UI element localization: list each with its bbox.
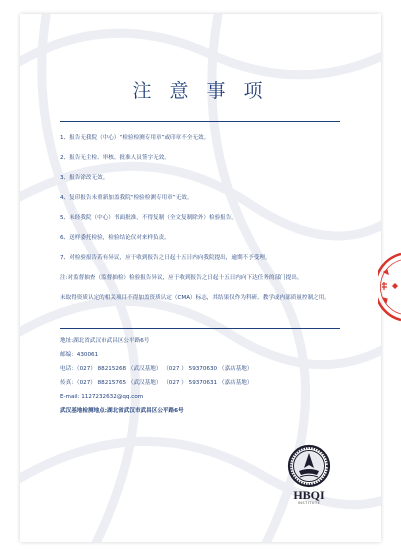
institute-logo bbox=[285, 444, 333, 505]
contact-block bbox=[60, 337, 343, 421]
note-item: 7、对检验报告若有异议，应于收到报告之日起十五日内向我院提出，逾期不予受理。 bbox=[60, 255, 271, 261]
phone-line: 电话：（027） 88215268 （武汉基地） （027 ） 59370630 （嘉店基地） bbox=[60, 366, 253, 372]
logo-subtitle: INSTITUTE bbox=[297, 501, 321, 505]
page-title: 注 意 事 项 bbox=[132, 80, 269, 102]
seal-icon bbox=[285, 444, 333, 488]
address-line: 地址:湖北省武汉市武昌区公平路6号 bbox=[60, 338, 150, 344]
red-seal-stamp bbox=[378, 252, 401, 322]
notes-list bbox=[60, 134, 343, 314]
document-page bbox=[20, 14, 381, 542]
postcode-line: 邮编：430061 bbox=[60, 352, 99, 358]
note-item: 2、报告无主检、审核、批准人员签字无效。 bbox=[60, 155, 170, 161]
top-divider bbox=[60, 121, 340, 122]
email-line[interactable]: E-mail: 1127232632@qq.com bbox=[60, 394, 144, 400]
note-item: 4、复印报告未重新加盖我院“检验检测专用章”无效。 bbox=[60, 195, 193, 201]
note-item: 注:对监督抽查（监督抽检）检验报告异议，应于收到报告之日起十五日内向下达任务的部门提出。 bbox=[60, 275, 303, 281]
bottom-divider bbox=[60, 328, 340, 329]
test-site-line: 武汉基地检测地点:湖北省武汉市武昌区公平路6号 bbox=[60, 408, 184, 414]
note-item: 未取得资质认定的相关项目不得加盖资质认定（CMA）标志，其结果仅作为科研、教学或内部质量控制之用。 bbox=[60, 295, 330, 301]
fax-line: 传真：（027） 88215765 （武汉基地） （027 ） 59370631 （嘉店基地） bbox=[60, 380, 253, 386]
note-item: 1、报告无我院（中心）“检验检测专用章”或印章不全无效。 bbox=[60, 135, 210, 141]
note-item: 6、送样委托检验，检验结论仅对来样负责。 bbox=[60, 235, 170, 241]
note-item: 3、报告涂改无效。 bbox=[60, 175, 109, 181]
note-item: 5、未经我院（中心）书面批准，不得复制（全文复制除外）检验报告。 bbox=[60, 215, 237, 221]
logo-name: HBQI bbox=[293, 488, 325, 502]
